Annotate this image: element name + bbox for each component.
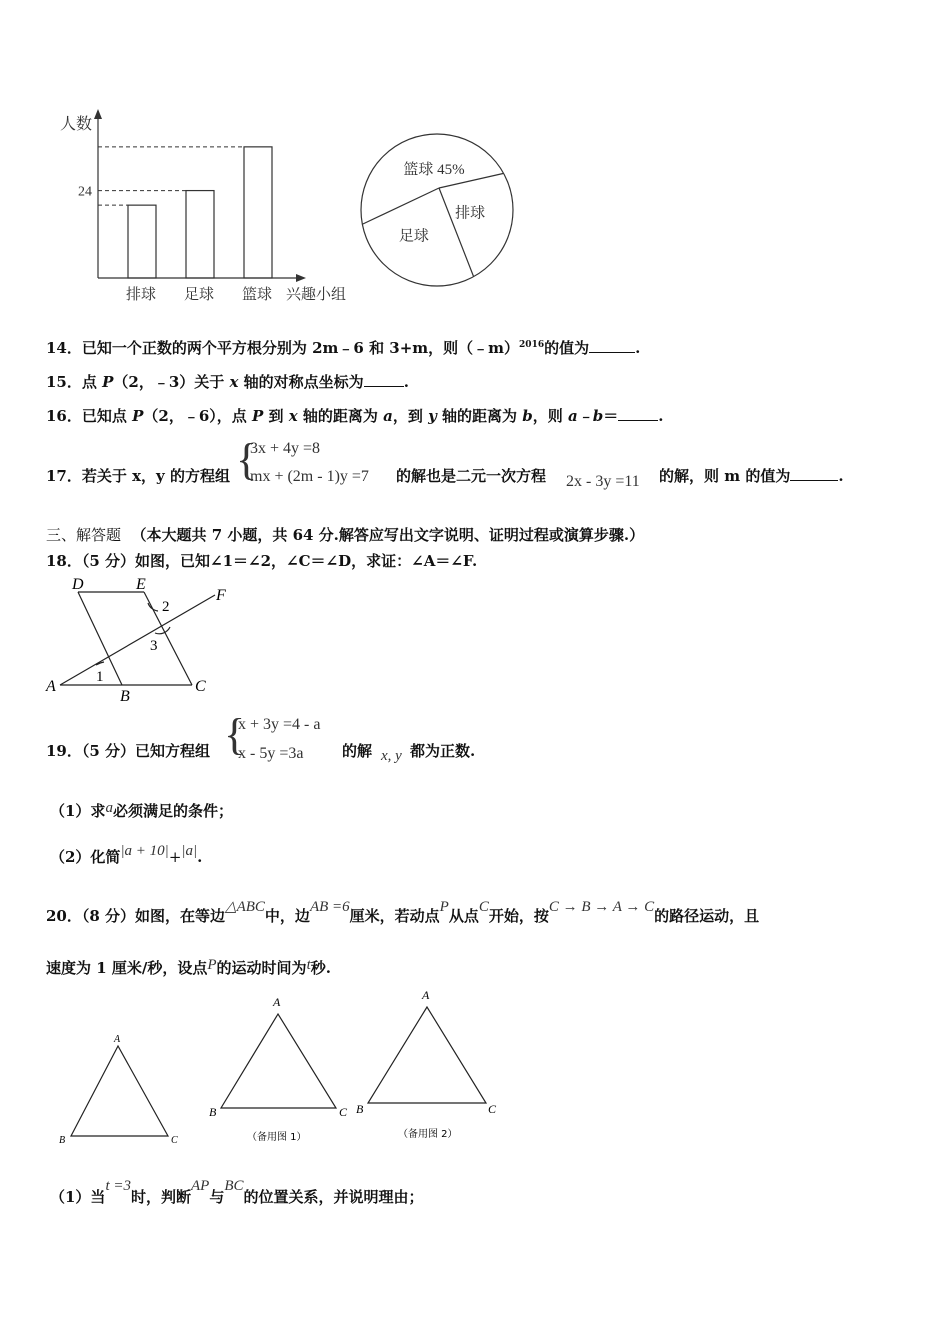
- label-A: A: [114, 1034, 121, 1045]
- pie-label-排球: 排球: [455, 205, 486, 222]
- triangle-figure-main: [55, 1030, 185, 1150]
- q16-t8: ＝: [603, 407, 619, 425]
- q16-p: P: [132, 407, 144, 425]
- q20-t2: 中，边: [264, 907, 310, 925]
- q19-1-tail: 必须满足的条件；: [112, 802, 233, 820]
- caption-spare-2: （备用图 2）: [398, 1129, 458, 1140]
- pie-label-篮球: 篮球 45%: [403, 161, 465, 178]
- label-angle-2: 2: [162, 599, 170, 615]
- q14-tail: 的值为: [544, 339, 590, 357]
- question-16: [46, 405, 663, 426]
- label-D: D: [72, 576, 84, 593]
- triangle-figure-spare-2: [352, 985, 502, 1145]
- label-A: A: [46, 678, 56, 695]
- q20b-t: t: [306, 957, 311, 973]
- triangle-abc: [368, 1007, 486, 1103]
- pie-chart: [355, 130, 525, 290]
- q19-2-pre: （2）化简: [50, 848, 121, 866]
- q20b-p: P: [207, 957, 217, 973]
- q16-t6: 轴的距离为: [436, 407, 523, 425]
- q17-answer-blank[interactable]: [790, 479, 838, 481]
- q19-1-a: a: [105, 800, 113, 816]
- question-15: [46, 371, 409, 392]
- q20-1-t: t =3: [105, 1178, 131, 1194]
- pie-outline: [361, 134, 513, 286]
- bar-篮球: [244, 147, 272, 278]
- q19-mid: 的解: [342, 742, 373, 760]
- q19-2-expr1: |a + 10|: [120, 843, 169, 859]
- label-F: F: [216, 587, 226, 604]
- q16-answer-blank[interactable]: [618, 419, 658, 421]
- q20-1-with: 与: [209, 1188, 225, 1206]
- label-B: B: [209, 1105, 217, 1119]
- q14-exponent: 2016: [519, 340, 545, 350]
- q20-t5: 开始，按: [488, 907, 549, 925]
- label-C: C: [171, 1135, 178, 1146]
- x-axis-arrow: [296, 274, 306, 282]
- q17-tail-text: 的解，则 m 的值为: [659, 467, 791, 485]
- q19-2-expr2: |a|: [181, 843, 198, 859]
- q20-t6: 的路径运动，且: [654, 907, 760, 925]
- q17-system-brace: {: [236, 435, 258, 484]
- bar-chart: [50, 105, 360, 310]
- q17-tail: [659, 465, 844, 486]
- q17-mid: 的解也是二元一次方程: [396, 467, 547, 485]
- question-19-1: [50, 800, 233, 821]
- q20-triangle: △ABC: [225, 899, 265, 915]
- q17-end: .: [838, 467, 844, 485]
- q20-c: C: [478, 899, 489, 915]
- q16-t2: （2，﹣6），点: [143, 407, 252, 425]
- q20-path: C → B → A → C: [548, 899, 655, 915]
- q19-equation-1: x + 3y =4 - a: [238, 716, 321, 733]
- question-19-2: [50, 843, 203, 867]
- q16-y: y: [428, 407, 437, 425]
- x-tick-足球: 足球: [184, 287, 215, 303]
- triangle-abc: [221, 1014, 336, 1108]
- x-axis-label: 兴趣小组: [286, 287, 347, 303]
- q16-t5: ，到: [392, 407, 429, 425]
- section-3-desc: （本大题共 7 小题，共 64 分.解答应写出文字说明、证明过程或演算步骤.）: [131, 526, 645, 544]
- q20-ab: AB =6: [309, 899, 350, 915]
- q15-tail: 轴的对称点坐标为: [238, 373, 364, 391]
- q20b-t2: 的运动时间为: [216, 959, 307, 977]
- q20-1-ap: AP: [191, 1178, 210, 1194]
- q20-1-bc: BC: [224, 1178, 244, 1194]
- y-axis-label: 人数: [60, 116, 93, 133]
- pie-slice-足球: [439, 188, 474, 277]
- q15-mid: （2，﹣3）关于: [113, 373, 230, 391]
- bar-排球: [128, 205, 156, 278]
- q16-t3: 到: [263, 407, 289, 425]
- triangle-abc: [71, 1046, 168, 1136]
- y-axis-arrow: [94, 109, 102, 119]
- q15-pre: 15．点: [46, 373, 103, 391]
- q20-p: P: [439, 899, 449, 915]
- q16-b: b: [522, 407, 533, 425]
- q20-1-tail: 的位置关系，并说明理由；: [243, 1188, 424, 1206]
- q20-t4: 从点: [448, 907, 479, 925]
- q15-end: .: [403, 373, 409, 391]
- q19-1-pre: （1）求: [50, 802, 106, 820]
- label-E: E: [136, 576, 146, 593]
- x-tick-排球: 排球: [126, 287, 157, 303]
- bar-足球: [186, 191, 214, 278]
- q20-t3: 厘米，若动点: [349, 907, 440, 925]
- question-17-pre: 17．若关于 x，y 的方程组: [46, 467, 230, 485]
- label-C: C: [339, 1105, 348, 1119]
- q16-t4: 轴的距离为: [297, 407, 384, 425]
- q17-equation-2: mx + (2m - 1)y =7: [250, 468, 369, 485]
- triangle-figure-spare-1: [205, 990, 355, 1150]
- q20b-t1: 速度为 1 厘米/秒，设点: [46, 959, 208, 977]
- q16-x: x: [288, 407, 298, 425]
- q19-system-brace: {: [224, 710, 246, 759]
- q19-tail: 都为正数.: [410, 742, 476, 760]
- pie-slice-篮球: [362, 188, 439, 224]
- q16-end: .: [658, 407, 664, 425]
- q16-t1: 16．已知点: [46, 407, 133, 425]
- q14-text: 14．已知一个正数的两个平方根分别为 2m﹣6 和 3+m，则（﹣m）: [46, 339, 520, 357]
- label-A: A: [273, 995, 281, 1009]
- question-18: 18．（5 分）如图，已知∠1＝∠2，∠C＝∠D，求证：∠A＝∠F.: [46, 552, 478, 570]
- section-3-heading: [46, 524, 644, 545]
- q19-2-end: .: [197, 848, 203, 866]
- q20-t1: 20．（8 分）如图，在等边: [46, 907, 226, 925]
- question-20: [46, 899, 760, 926]
- x-tick-篮球: 篮球: [242, 287, 273, 303]
- label-angle-1: 1: [96, 669, 104, 685]
- question-20-1: [50, 1178, 424, 1207]
- pie-label-足球: 足球: [398, 228, 429, 245]
- q15-answer-blank[interactable]: [364, 385, 404, 387]
- label-C: C: [488, 1102, 497, 1116]
- q20b-t3: 秒.: [310, 959, 331, 977]
- q15-x: x: [229, 373, 239, 391]
- q16-p2: P: [252, 407, 264, 425]
- q17-equation-3: 2x - 3y =11: [566, 473, 640, 490]
- segment-AF: [60, 595, 215, 685]
- label-B: B: [59, 1135, 66, 1146]
- q14-answer-blank[interactable]: [589, 351, 635, 353]
- label-C: C: [195, 678, 206, 695]
- label-B: B: [356, 1102, 364, 1116]
- q15-point: P: [102, 373, 114, 391]
- figure-18: [40, 575, 250, 705]
- section-3-title: 三、解答题: [46, 526, 122, 544]
- q20-1-pre: （1）当: [50, 1188, 106, 1206]
- caption-spare-1: （备用图 1）: [247, 1132, 307, 1143]
- y-tick-24: 24: [78, 184, 92, 200]
- label-angle-3: 3: [150, 638, 158, 654]
- question-19-pre: 19．（5 分）已知方程组: [46, 742, 211, 760]
- q19-xy: x, y: [381, 748, 402, 764]
- q14-end: .: [635, 339, 641, 357]
- label-A: A: [422, 988, 430, 1002]
- q17-equation-1: 3x + 4y =8: [250, 440, 321, 457]
- q19-equation-2: x - 5y =3a: [238, 745, 304, 762]
- q16-expr: a﹣b: [568, 407, 604, 425]
- q19-2-plus: +: [168, 848, 182, 866]
- q16-t7: ，则: [532, 407, 569, 425]
- q16-a: a: [383, 407, 393, 425]
- question-14: [46, 337, 640, 358]
- question-20-b: [46, 957, 331, 978]
- label-B: B: [120, 688, 130, 705]
- q20-1-mid: 时，判断: [130, 1188, 191, 1206]
- angle-arc-2: [148, 603, 158, 611]
